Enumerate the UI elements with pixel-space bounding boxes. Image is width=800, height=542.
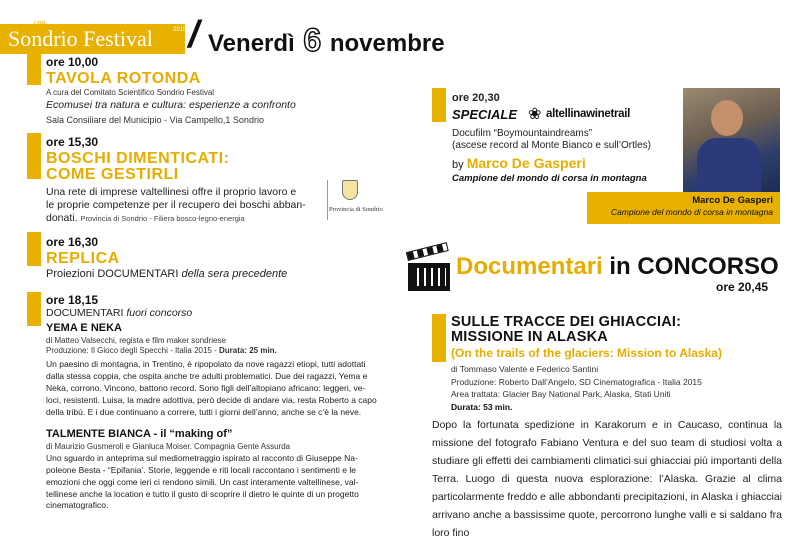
brand-year: 2015 [173,27,187,33]
athlete-photo [683,88,780,192]
clapperboard-icon [408,252,450,292]
brand-small: con [34,18,46,27]
event-body: le proprie competenze per il recupero dei boschi abban- [46,199,306,211]
event-body [46,212,245,225]
film-title-line: SULLE TRACCE DEI GHIACCIAI: [451,314,682,330]
event-title: COME GESTIRLI [46,166,179,183]
event-desc-main: DOCUMENTARI [46,307,124,319]
brand-logo: Sondrio Festival [8,26,153,51]
docufilm-line: (ascese record al Monte Bianco e sull’Ortles) [452,140,651,151]
event-organizer: A cura del Comitato Scientifico Sondrio Festival [46,88,215,97]
film-synopsis-line: della tribù. E i due continuano a correre, tutti i giorni dell’anno, anche se c’è la neve. [46,407,362,417]
film-title [451,315,681,345]
event-marker [27,133,41,179]
athlete-name: Marco De Gasperi [466,155,586,171]
event-title: BOSCHI DIMENTICATI: [46,150,230,167]
caption-name: Marco De Gasperi [692,195,773,206]
caption-subtitle: Campione del mondo di corsa in montagna [610,207,773,217]
divider [327,180,328,220]
film-synopsis-line: poleone Besta - “Epifania’. Storie, leggende e riti locali raccontano i sentimenti e le [46,465,356,475]
film-director: di Tommaso Valente e Federico Santini [451,364,599,374]
competition-time: ore 20,45 [716,280,769,294]
event-marker [432,314,446,362]
film-production [46,346,277,355]
event-location: Sala Consiliare del Municipio - Via Campello,1 Sondrio [46,115,264,125]
film-synopsis-line: tellinese anche la location e tutto il gusto di scoprire il dietro le quinte di un progetto [46,489,359,499]
film-subtitle: (On the trails of the glaciers: Mission to Alaska) [451,346,722,360]
film-synopsis-line: emozioni che oggi come ieri ci rendono simili. Un cast interamente valtellinese, val- [46,477,359,487]
competition-title-a: Documentari [456,253,603,280]
film-production-text: Produzione: Il Gioco degli Specchi - Italia 2015 - [46,346,217,355]
event-subtitle: Ecomusei tra natura e cultura: esperienze a confronto [46,99,296,111]
clapperboard-board [408,263,450,291]
event-title: REPLICA [46,250,120,267]
film-synopsis-line: Uno sguardo in anteprima sul mediometraggio ispirato al racconto di Giuseppe Na- [46,453,358,463]
film-title: TALMENTE BIANCA - il “making of” [46,428,233,440]
athlete-shirt [697,138,761,192]
event-desc [46,268,287,281]
day-name: Venerdì [208,30,295,57]
grapes-icon: ❀ [528,106,542,123]
by-label: by [452,159,464,171]
event-desc [46,307,192,319]
film-director: di Maurizio Gusmeroli e Gianluca Moiser. Compagnia Gente Assurda [46,442,291,451]
competition-title-b: in CONCORSO [609,253,779,280]
film-synopsis: Dopo la fortunata spedizione in Karakorum e in Caucaso, continua la missione del fotografo Fabiano Ventura e del suo team di studiosi volta a studiare gli effetti dei cambiamenti climatici sui ghiacciai più importanti della Terra. Luogo di questa nuova esplorazione: l’Alaska. Grazie al clima particolarmente freddo e alle abbondanti precipitazioni, in Alaska i ghiacciai arrivano anche a bassissime quote, percorrono lunghe valli e si saldano fra loro fino [432,419,782,539]
competition-title [456,253,779,281]
header-slash: / [184,14,205,56]
event-body-text: donati. [46,212,78,224]
film-synopsis-line: Un paesino di montagna, in Trentino, è ripopolato da nove ragazzi etiopi, tutti adottati [46,359,366,369]
month-name: novembre [329,30,445,57]
event-time: ore 18,15 [46,293,99,307]
athlete-title: Campione del mondo di corsa in montagna [452,173,647,184]
province-crest-icon [342,180,358,200]
film-synopsis-line: dalla stessa coppia, che ospita anche tre adulti problematici. Due dei ragazzi, Yema e [46,371,368,381]
film-title-line: MISSIONE IN ALASKA [451,329,608,345]
event-desc-italic: fuori concorso [126,307,193,319]
event-desc-main: Proiezioni DOCUMENTARI [46,268,179,280]
film-synopsis-line: loci, resistenti. Luisa, la madre adottiva, però decide di andare via, resta Roberto a capo [46,395,377,405]
film-duration: Durata: 53 min. [451,402,513,412]
left-column [0,0,420,512]
docufilm-line: Docufilm “Boymountaindreams” [452,128,593,139]
film-synopsis-line: cinematografico. [46,500,109,510]
film-title: YEMA E NEKA [46,322,122,334]
athlete-head [711,100,743,136]
event-marker [432,88,446,122]
event-time: ore 16,30 [46,235,99,249]
event-body-note: Provincia di Sondrio - Filiera bosco-legno-energia [80,214,245,223]
crest-caption: Provincia di Sondrio [329,206,383,213]
film-director: di Matteo Valsecchi, regista e film maker sondriese [46,336,226,345]
special-by [452,155,586,171]
wine-trail-logo: altellinawinetrail [546,108,631,120]
film-duration: Durata: 25 min. [219,346,277,355]
event-title: TAVOLA ROTONDA [46,70,201,87]
photo-caption [587,192,780,224]
event-marker [27,53,41,85]
event-marker [27,292,41,326]
event-body: Una rete di imprese valtellinesi offre il proprio lavoro e [46,186,297,198]
film-area: Area trattata: Glacier Bay National Park, Alaska, Stati Uniti [451,389,671,399]
event-time: ore 20,30 [452,92,500,104]
event-time: ore 15,30 [46,135,99,149]
film-production: Produzione: Roberto Dall’Angelo, SD Cinematografica - Italia 2015 [451,377,702,387]
day-number: 6 [303,22,322,58]
film-synopsis-line: Neka, corrono. Vincono, battono record. Sono figli dell’altopiano africano: leggeri, ve- [46,383,366,393]
special-label: SPECIALE [452,107,518,122]
event-desc-italic: della sera precedente [181,268,288,280]
event-marker [27,232,41,266]
event-time: ore 10,00 [46,55,99,69]
